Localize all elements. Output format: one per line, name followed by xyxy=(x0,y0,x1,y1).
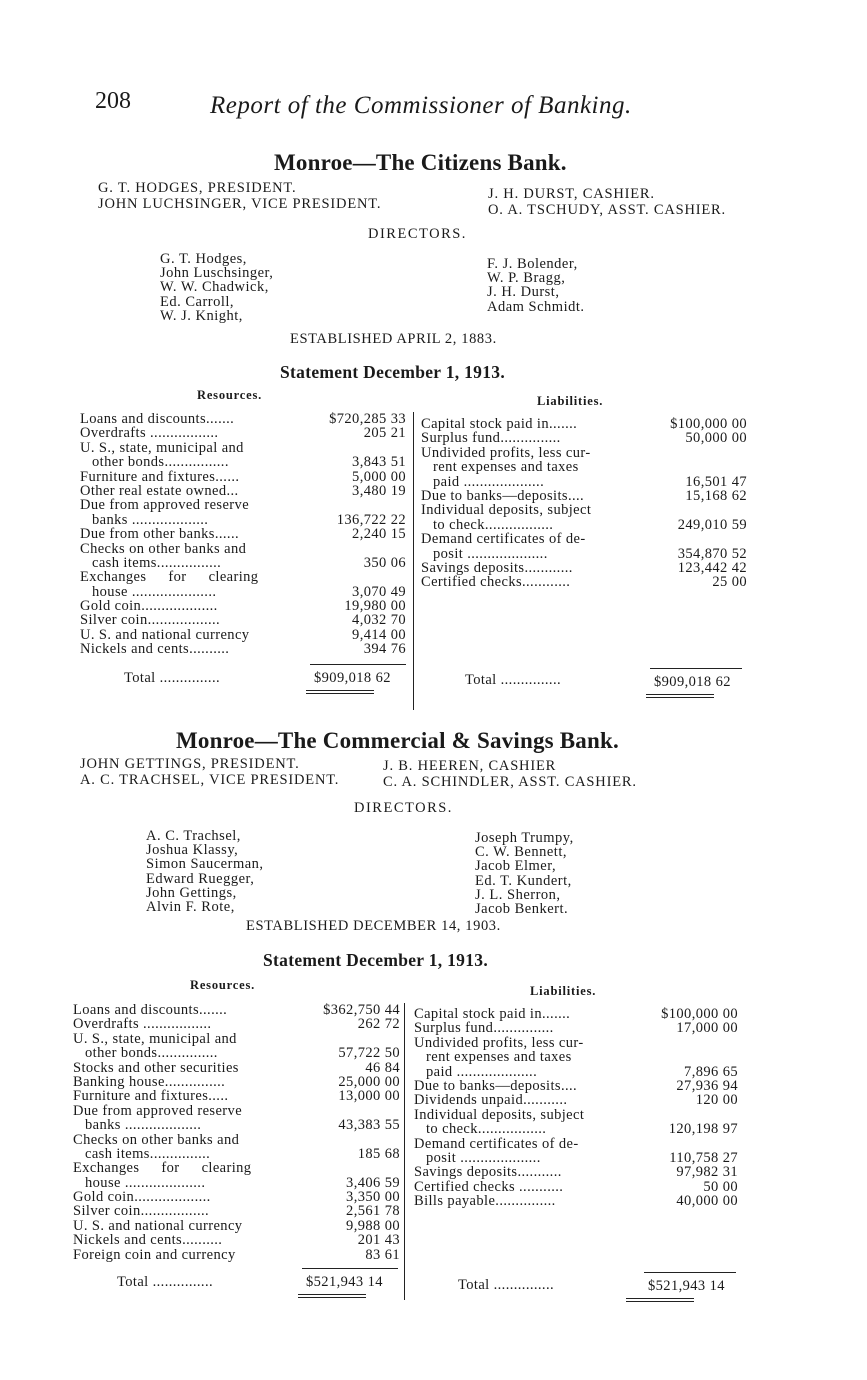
table-row xyxy=(73,1189,400,1206)
page-number: 208 xyxy=(95,88,131,114)
row-label: U. S. and national currency xyxy=(73,1217,243,1234)
table-row xyxy=(421,502,747,519)
officers-left xyxy=(80,756,339,788)
table-row xyxy=(414,1049,738,1066)
table-row xyxy=(73,1132,400,1146)
table-row xyxy=(421,430,747,447)
row-label: U. S., state, municipal and xyxy=(80,439,244,456)
directors-right xyxy=(475,831,574,916)
directors-heading: DIRECTORS. xyxy=(354,800,453,816)
row-label: other bonds................ xyxy=(92,454,229,471)
table-row xyxy=(73,1016,400,1033)
total-text: Total xyxy=(458,1277,490,1293)
row-label: Checks on other banks and xyxy=(80,540,247,557)
director: John Luschsinger, xyxy=(160,265,274,282)
row-amount: 13,000 00 xyxy=(338,1088,400,1105)
table-row xyxy=(73,1088,400,1105)
row-label: Due from approved reserve xyxy=(73,1102,243,1119)
officer: JOHN GETTINGS, PRESIDENT. xyxy=(80,756,300,772)
table-row xyxy=(421,546,747,560)
total-text: Total xyxy=(124,670,156,686)
directors-left xyxy=(146,829,264,914)
row-label: Checks on other banks and xyxy=(73,1131,240,1148)
row-label: Loans and discounts....... xyxy=(73,1002,228,1018)
officer: G. T. HODGES, PRESIDENT. xyxy=(98,180,297,196)
table-row xyxy=(80,598,406,615)
table-row xyxy=(80,440,406,454)
director: J. H. Durst, xyxy=(487,284,560,301)
row-amount: 9,988 00 xyxy=(346,1217,400,1234)
row-amount: 120 00 xyxy=(695,1092,738,1109)
row-label: Certified checks ........... xyxy=(414,1178,564,1195)
director: F. J. Bolender, xyxy=(487,256,578,272)
row-amount: 15,168 62 xyxy=(685,487,747,504)
row-label: Due from other banks...... xyxy=(80,526,239,543)
row-label: banks ................... xyxy=(85,1117,202,1134)
table-row xyxy=(414,1179,738,1193)
table-row xyxy=(421,474,747,488)
row-amount: 9,414 00 xyxy=(352,626,406,643)
director: John Gettings, xyxy=(146,884,237,901)
officer: J. H. DURST, CASHIER. xyxy=(488,186,655,202)
table-row xyxy=(421,445,747,459)
row-label: U. S., state, municipal and xyxy=(73,1030,237,1047)
row-label: Capital stock paid in....... xyxy=(414,1006,571,1022)
row-label: paid .................... xyxy=(433,473,545,490)
bank-title: Monroe—The Commercial & Savings Bank. xyxy=(176,728,619,753)
row-amount: 205 21 xyxy=(363,425,406,442)
liabilities-total: $909,018 62 xyxy=(654,674,731,690)
column-divider xyxy=(413,412,414,710)
row-label: Exchanges for clearing xyxy=(73,1160,252,1177)
table-row xyxy=(73,1045,400,1062)
resources-heading: Resources. xyxy=(190,978,256,992)
officer: O. A. TSCHUDY, ASST. CASHIER. xyxy=(488,202,726,218)
table-row xyxy=(80,454,406,471)
row-label: Surplus fund............... xyxy=(414,1020,554,1037)
row-amount: 394 76 xyxy=(363,641,406,658)
sum-rule xyxy=(644,1272,736,1273)
director: W. W. Chadwick, xyxy=(160,279,269,296)
table-row xyxy=(80,641,406,658)
table-row xyxy=(80,555,406,569)
total-label: Total ............... xyxy=(124,670,220,686)
row-label: Savings deposits............ xyxy=(421,559,573,576)
table-row xyxy=(73,1103,400,1117)
row-label: rent expenses and taxes xyxy=(426,1049,572,1066)
column-divider xyxy=(404,1003,405,1300)
director: Jacob Benkert. xyxy=(475,901,569,918)
table-row xyxy=(73,1175,400,1189)
row-amount: 354,870 52 xyxy=(677,545,747,562)
row-label: to check................. xyxy=(433,516,554,533)
row-label: Undivided profits, less cur- xyxy=(414,1034,584,1051)
row-amount: 16,501 47 xyxy=(685,473,747,490)
row-amount: $720,285 33 xyxy=(329,411,406,427)
sum-rule xyxy=(310,664,406,665)
row-label: Capital stock paid in....... xyxy=(421,416,578,432)
resources-total: $909,018 62 xyxy=(314,670,391,686)
row-label: Surplus fund............... xyxy=(421,430,561,447)
row-label: to check................. xyxy=(426,1121,547,1138)
row-label: Overdrafts ................. xyxy=(73,1016,212,1033)
table-row xyxy=(414,1006,738,1020)
table-row xyxy=(80,627,406,641)
sum-rule xyxy=(302,1268,398,1269)
table-row xyxy=(80,411,406,425)
double-rule xyxy=(306,690,374,694)
row-label: Demand certificates of de- xyxy=(421,531,586,548)
total-text: Total xyxy=(117,1274,149,1290)
row-label: Other real estate owned... xyxy=(80,482,239,499)
established-date: ESTABLISHED APRIL 2, 1883. xyxy=(290,331,497,347)
row-label: Nickels and cents.......... xyxy=(80,641,230,658)
row-amount: 43,383 55 xyxy=(338,1117,400,1134)
officer: J. B. HEEREN, CASHIER xyxy=(383,758,557,774)
row-amount: 5,000 00 xyxy=(352,468,406,485)
officer: JOHN LUCHSINGER, VICE PRESIDENT. xyxy=(98,196,382,212)
table-row xyxy=(73,1247,400,1261)
table-row xyxy=(414,1035,738,1049)
row-label: Undivided profits, less cur- xyxy=(421,444,591,461)
table-row xyxy=(73,1160,400,1177)
row-amount: 40,000 00 xyxy=(676,1193,738,1210)
row-amount: 19,980 00 xyxy=(344,598,406,615)
row-amount: 4,032 70 xyxy=(352,612,406,629)
row-label: Gold coin................... xyxy=(73,1189,211,1206)
table-row xyxy=(421,531,747,548)
liabilities-table xyxy=(421,416,747,589)
liabilities-heading: Liabilities. xyxy=(537,394,604,408)
row-amount: 3,480 19 xyxy=(352,482,406,499)
statement-title: Statement December 1, 1913. xyxy=(280,362,506,382)
table-row xyxy=(73,1117,400,1134)
row-label: Individual deposits, subject xyxy=(414,1106,585,1123)
row-label: paid .................... xyxy=(426,1063,538,1080)
table-row xyxy=(414,1107,738,1121)
row-label: Gold coin................... xyxy=(80,598,218,615)
total-text: Total xyxy=(465,672,497,688)
row-amount: 25 00 xyxy=(712,574,747,591)
row-label: Silver coin.................. xyxy=(80,612,221,629)
row-amount: 136,722 22 xyxy=(336,511,406,528)
table-row xyxy=(73,1232,400,1249)
table-row xyxy=(80,584,406,598)
table-row xyxy=(80,541,406,555)
director: W. P. Bragg, xyxy=(487,270,566,287)
director: Jacob Elmer, xyxy=(475,858,557,875)
table-row xyxy=(414,1150,738,1164)
total-label: Total ............... xyxy=(465,672,561,688)
table-row xyxy=(80,469,406,483)
table-row xyxy=(80,425,406,442)
row-label: Overdrafts ................. xyxy=(80,425,219,442)
director: Alvin F. Rote, xyxy=(146,899,235,916)
officers-right xyxy=(383,758,637,790)
row-label: cash items................ xyxy=(92,554,222,571)
director: G. T. Hodges, xyxy=(160,251,247,267)
officers-left xyxy=(98,180,381,212)
total-label: Total ............... xyxy=(117,1274,213,1290)
table-row xyxy=(421,459,747,476)
director: Edward Ruegger, xyxy=(146,870,255,887)
row-label: Certified checks............ xyxy=(421,574,571,591)
row-label: posit .................... xyxy=(433,545,548,562)
row-label: U. S. and national currency xyxy=(80,626,250,643)
row-amount: 120,198 97 xyxy=(668,1121,738,1138)
double-rule xyxy=(298,1294,366,1298)
bank-title: Monroe—The Citizens Bank. xyxy=(274,150,567,175)
row-amount: 25,000 00 xyxy=(338,1073,400,1090)
double-rule xyxy=(646,694,714,698)
row-amount: 123,442 42 xyxy=(677,559,747,576)
row-label: posit .................... xyxy=(426,1149,541,1166)
resources-total: $521,943 14 xyxy=(306,1274,383,1290)
table-row xyxy=(421,560,747,574)
row-amount: 262 72 xyxy=(357,1016,400,1033)
table-row xyxy=(414,1078,738,1092)
row-amount: 3,406 59 xyxy=(346,1174,400,1191)
table-row xyxy=(73,1218,400,1232)
table-row xyxy=(80,612,406,629)
row-amount: 46 84 xyxy=(365,1059,400,1076)
row-amount: 50,000 00 xyxy=(685,430,747,447)
row-amount: $362,750 44 xyxy=(323,1002,400,1018)
row-label: house ..................... xyxy=(92,583,217,600)
table-row xyxy=(73,1060,400,1074)
table-row xyxy=(421,416,747,430)
row-amount: 2,561 78 xyxy=(346,1203,400,1220)
row-amount: 185 68 xyxy=(357,1145,400,1162)
table-row xyxy=(80,526,406,543)
table-row xyxy=(414,1121,738,1138)
row-label: Loans and discounts....... xyxy=(80,411,235,427)
resources-table xyxy=(80,411,406,656)
row-label: Due to banks—deposits.... xyxy=(421,487,585,504)
running-title: Report of the Commissioner of Banking. xyxy=(210,92,632,119)
directors-heading: DIRECTORS. xyxy=(368,226,467,242)
row-label: Foreign coin and currency xyxy=(73,1246,236,1263)
table-row xyxy=(414,1020,738,1037)
director: C. W. Bennett, xyxy=(475,844,567,861)
row-amount: 350 06 xyxy=(363,554,406,571)
row-label: house .................... xyxy=(85,1174,206,1191)
director: Ed. Carroll, xyxy=(160,293,235,310)
row-amount: 249,010 59 xyxy=(677,516,747,533)
resources-table xyxy=(73,1002,400,1261)
officer: A. C. TRACHSEL, VICE PRESIDENT. xyxy=(80,772,340,788)
row-amount: 110,758 27 xyxy=(669,1149,738,1166)
table-row xyxy=(421,574,747,591)
row-label: banks ................... xyxy=(92,511,209,528)
table-row xyxy=(80,512,406,526)
row-amount: $100,000 00 xyxy=(661,1006,738,1022)
sum-rule xyxy=(650,668,742,669)
row-amount: 97,982 31 xyxy=(676,1164,738,1181)
director: W. J. Knight, xyxy=(160,307,243,324)
row-label: Furniture and fixtures..... xyxy=(73,1088,229,1105)
row-label: Stocks and other securities xyxy=(73,1059,239,1076)
resources-heading: Resources. xyxy=(197,388,263,402)
liabilities-table xyxy=(414,1006,738,1210)
row-label: Banking house............... xyxy=(73,1073,226,1090)
row-label: Silver coin................. xyxy=(73,1203,210,1220)
table-row xyxy=(80,497,406,514)
row-label: Individual deposits, subject xyxy=(421,502,592,519)
director: Adam Schmidt. xyxy=(487,298,585,315)
row-label: Due to banks—deposits.... xyxy=(414,1077,578,1094)
row-label: cash items............... xyxy=(85,1145,211,1162)
statement-title: Statement December 1, 1913. xyxy=(263,950,489,970)
row-amount: 3,070 49 xyxy=(352,583,406,600)
row-label: Furniture and fixtures...... xyxy=(80,468,240,485)
liabilities-heading: Liabilities. xyxy=(530,984,597,998)
table-row xyxy=(73,1146,400,1160)
director: Joseph Trumpy, xyxy=(475,830,574,846)
director: Joshua Klassy, xyxy=(146,842,239,859)
established-date: ESTABLISHED DECEMBER 14, 1903. xyxy=(246,918,501,934)
director: Ed. T. Kundert, xyxy=(475,872,572,889)
table-row xyxy=(73,1203,400,1220)
director: A. C. Trachsel, xyxy=(146,828,241,844)
director: Simon Saucerman, xyxy=(146,856,264,873)
row-amount: 17,000 00 xyxy=(676,1020,738,1037)
row-amount: $100,000 00 xyxy=(670,416,747,432)
row-amount: 2,240 15 xyxy=(352,526,406,543)
table-row xyxy=(73,1002,400,1016)
directors-right xyxy=(487,257,585,314)
row-label: Exchanges for clearing xyxy=(80,569,259,586)
table-row xyxy=(421,517,747,531)
row-label: rent expenses and taxes xyxy=(433,459,579,476)
row-amount: 7,896 65 xyxy=(684,1063,738,1080)
table-row xyxy=(80,569,406,586)
table-row xyxy=(73,1031,400,1045)
table-row xyxy=(421,488,747,502)
table-row xyxy=(414,1064,738,1078)
double-rule xyxy=(626,1298,694,1302)
row-amount: 57,722 50 xyxy=(338,1045,400,1062)
row-label: Nickels and cents.......... xyxy=(73,1232,223,1249)
officers-right xyxy=(488,186,726,218)
row-label: Demand certificates of de- xyxy=(414,1135,579,1152)
row-label: Savings deposits........... xyxy=(414,1164,562,1181)
table-row xyxy=(73,1074,400,1088)
liabilities-total: $521,943 14 xyxy=(648,1278,725,1294)
row-amount: 3,843 51 xyxy=(352,454,406,471)
table-row xyxy=(414,1136,738,1150)
row-amount: 50 00 xyxy=(703,1178,738,1195)
table-row xyxy=(80,483,406,497)
table-row xyxy=(414,1164,738,1181)
total-label: Total ............... xyxy=(458,1277,554,1293)
row-amount: 3,350 00 xyxy=(346,1189,400,1206)
row-label: other bonds............... xyxy=(85,1045,218,1062)
table-row xyxy=(414,1092,738,1109)
row-amount: 83 61 xyxy=(365,1246,400,1263)
director: J. L. Sherron, xyxy=(475,886,561,903)
table-row xyxy=(414,1193,738,1210)
row-label: Dividends unpaid........... xyxy=(414,1092,568,1109)
directors-left xyxy=(160,252,273,323)
row-amount: 201 43 xyxy=(357,1232,400,1249)
officer: C. A. SCHINDLER, ASST. CASHIER. xyxy=(383,774,637,790)
row-label: Bills payable............... xyxy=(414,1193,556,1210)
row-amount: 27,936 94 xyxy=(676,1077,738,1094)
row-label: Due from approved reserve xyxy=(80,497,250,514)
